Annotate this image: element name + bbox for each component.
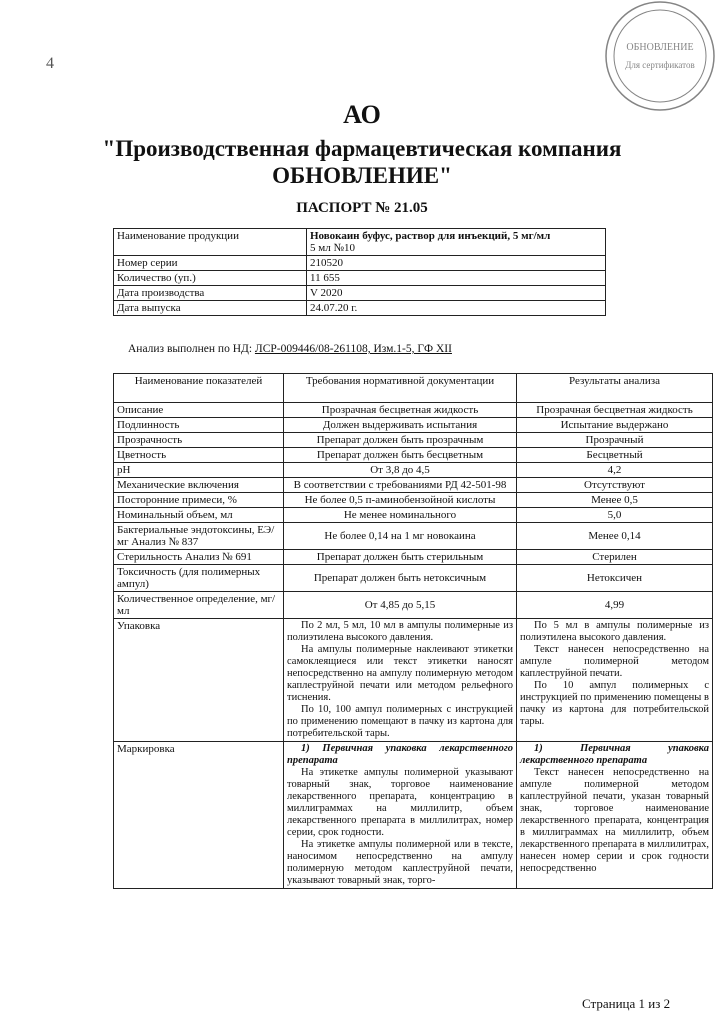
indicator-name: Цветность xyxy=(114,448,284,463)
indicator-name: Подлинность xyxy=(114,418,284,433)
indicator-name: Описание xyxy=(114,403,284,418)
result xyxy=(517,742,713,889)
result: Менее 0,5 xyxy=(517,493,713,508)
round-stamp xyxy=(604,0,716,112)
corner-mark: 4 xyxy=(46,55,54,72)
requirement: Прозрачная бесцветная жидкость xyxy=(284,403,517,418)
indicator-name: Бактериальные эндотоксины, ЕЭ/мг Анализ № 837 xyxy=(114,523,284,550)
requirement: Препарат должен быть стерильным xyxy=(284,550,517,565)
product-row xyxy=(114,271,606,286)
product-value xyxy=(307,229,606,256)
result: Испытание выдержано xyxy=(517,418,713,433)
analysis-prefix: Анализ выполнен по НД: xyxy=(128,343,255,355)
result: Прозрачный xyxy=(517,433,713,448)
result: 4,99 xyxy=(517,592,713,619)
indicator-name: Номинальный объем, мл xyxy=(114,508,284,523)
product-table xyxy=(113,228,606,316)
result-row xyxy=(114,433,713,448)
requirement: От 4,85 до 5,15 xyxy=(284,592,517,619)
product-row xyxy=(114,229,606,256)
org-form: АО xyxy=(343,100,381,129)
result: 5,0 xyxy=(517,508,713,523)
result: Нетоксичен xyxy=(517,565,713,592)
product-value xyxy=(307,271,606,286)
product-row xyxy=(114,256,606,271)
result: Прозрачная бесцветная жидкость xyxy=(517,403,713,418)
paragraph: По 2 мл, 5 мл, 10 мл в ампулы полимерные из полиэтилена высокого давления. xyxy=(287,620,513,643)
page-number: Страница 1 из 2 xyxy=(582,996,671,1011)
result-row xyxy=(114,418,713,433)
product-label: Количество (уп.) xyxy=(114,271,307,286)
analysis-reference xyxy=(128,343,452,355)
product-value xyxy=(307,286,606,301)
requirement: Препарат должен быть прозрачным xyxy=(284,433,517,448)
result xyxy=(517,619,713,742)
product-row xyxy=(114,301,606,316)
header-cell: Требования нормативной документации xyxy=(284,374,517,403)
result-row xyxy=(114,448,713,463)
analysis-nd: ЛСР-009446/08-261108, Изм.1-5, ГФ XII xyxy=(254,343,452,355)
indicator-name: Токсичность (для полимерных ампул) xyxy=(114,565,284,592)
requirement: Должен выдерживать испытания xyxy=(284,418,517,433)
result-row xyxy=(114,508,713,523)
results-table xyxy=(113,373,713,889)
passport-title: ПАСПОРТ № 21.05 xyxy=(296,200,428,216)
indicator-name: Посторонние примеси, % xyxy=(114,493,284,508)
stamp-text: Для сертификатов xyxy=(625,60,695,70)
indicator-name: Механические включения xyxy=(114,478,284,493)
requirement: В соответствии с требованиями РД 42-501-98 xyxy=(284,478,517,493)
paragraph: Текст нанесен непосредственно на ампуле полимерной методом каплеструйной печати, указан товарный знак, торговое наименование лекарственного препарата, концентрация в миллиграммах на миллилитр, объем лекарственного препарата в миллилитрах, нанесен номер серии и срок годности непосредственно xyxy=(520,767,709,874)
stamp-org: ОБНОВЛЕНИЕ xyxy=(626,42,694,53)
requirement xyxy=(284,742,517,889)
result-row xyxy=(114,550,713,565)
product-value-text: V 2020 xyxy=(310,287,343,299)
product-value-text: 11 655 xyxy=(310,272,340,284)
paragraph: По 10 ампул полимерных с инструкцией по применению помещены в пачку из картона для потребительской тары. xyxy=(520,680,709,727)
section-heading: 1) Первичная упаковка лекарственного препарата xyxy=(287,743,513,766)
paragraph: На ампулы полимерные наклеивают этикетки самоклеящиеся или текст этикетки наносят непосредственно на ампулу полимерную методом каплеструйной печати или методом рельефного тиснения. xyxy=(287,644,513,703)
requirement: Препарат должен быть бесцветным xyxy=(284,448,517,463)
result-row xyxy=(114,523,713,550)
product-value-text: 5 мл №10 xyxy=(310,242,355,254)
result-row xyxy=(114,493,713,508)
section-heading: 1) Первичная упаковка лекарственного препарата xyxy=(520,743,709,766)
requirement: Препарат должен быть нетоксичным xyxy=(284,565,517,592)
product-label: Дата производства xyxy=(114,286,307,301)
packaging-row xyxy=(114,619,713,742)
result: Бесцветный xyxy=(517,448,713,463)
requirement: Не менее номинального xyxy=(284,508,517,523)
result-row xyxy=(114,565,713,592)
header-row xyxy=(114,374,713,403)
paragraph: На этикетке ампулы полимерной указывают товарный знак, торговое наименование лекарственного препарата, концентрацию в миллиграммах на миллилитр, объем лекарственного препарата в миллилитрах, номер серии, срок годности. xyxy=(287,767,513,838)
product-value-text: 210520 xyxy=(310,257,343,269)
result-row xyxy=(114,463,713,478)
result-row xyxy=(114,478,713,493)
product-row xyxy=(114,286,606,301)
indicator-name: Прозрачность xyxy=(114,433,284,448)
indicator-name: pH xyxy=(114,463,284,478)
indicator-name: Стерильность Анализ № 691 xyxy=(114,550,284,565)
product-label: Номер серии xyxy=(114,256,307,271)
paragraph: По 5 мл в ампулы полимерные из полиэтилена высокого давления. xyxy=(520,620,709,643)
org-name-line2: ОБНОВЛЕНИЕ" xyxy=(272,163,452,188)
product-value xyxy=(307,301,606,316)
paragraph: На этикетке ампулы полимерной или в тексте, наносимом непосредственно на ампулу полимерную методом каплеструйной печати, указывают товарный знак, торго- xyxy=(287,839,513,886)
product-value xyxy=(307,256,606,271)
result-row xyxy=(114,403,713,418)
result-row xyxy=(114,592,713,619)
paragraph: По 10, 100 ампул полимерных с инструкцией по применению помещают в пачку из картона для потребительской тары. xyxy=(287,704,513,739)
product-label: Дата выпуска xyxy=(114,301,307,316)
header-cell: Результаты анализа xyxy=(517,374,713,403)
result: Стерилен xyxy=(517,550,713,565)
indicator-name: Маркировка xyxy=(114,742,284,889)
requirement xyxy=(284,619,517,742)
product-value-text: 24.07.20 г. xyxy=(310,302,358,314)
requirement: От 3,8 до 4,5 xyxy=(284,463,517,478)
header-cell: Наименование показателей xyxy=(114,374,284,403)
requirement: Не более 0,5 п-аминобензойной кислоты xyxy=(284,493,517,508)
result: Менее 0,14 xyxy=(517,523,713,550)
requirement: Не более 0,14 на 1 мг новокаина xyxy=(284,523,517,550)
marking-row xyxy=(114,742,713,889)
indicator-name: Упаковка xyxy=(114,619,284,742)
org-name-line1: "Производственная фармацевтическая компания xyxy=(102,136,622,161)
indicator-name: Количественное определение, мг/мл xyxy=(114,592,284,619)
result: 4,2 xyxy=(517,463,713,478)
product-label: Наименование продукции xyxy=(114,229,307,256)
paragraph: Текст нанесен непосредственно на ампуле полимерной методом каплеструйной печати. xyxy=(520,644,709,679)
product-value-text: Новокаин буфус, раствор для инъекций, 5 мг/мл xyxy=(310,230,551,242)
result: Отсутствуют xyxy=(517,478,713,493)
